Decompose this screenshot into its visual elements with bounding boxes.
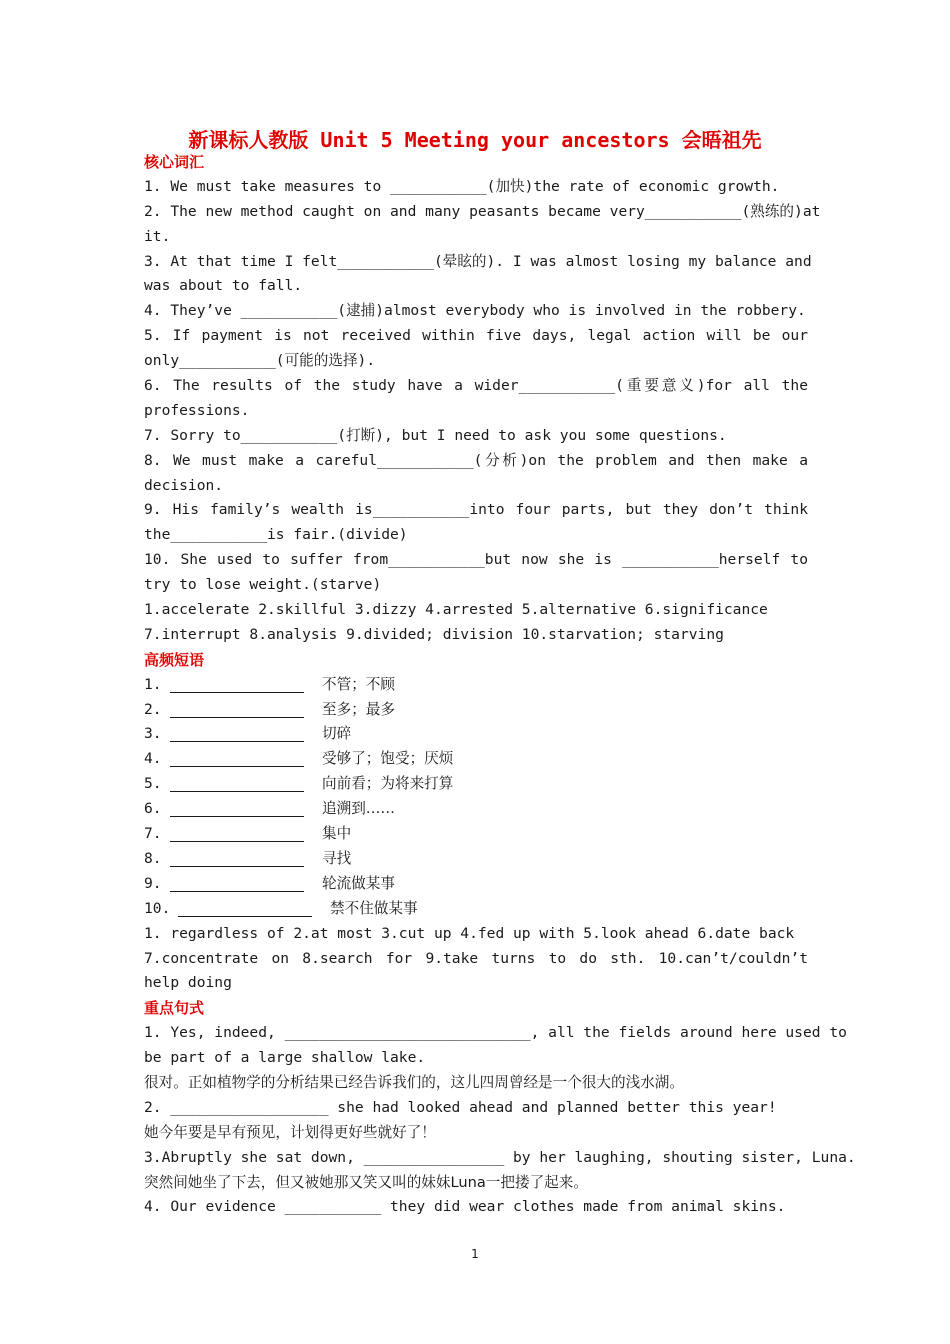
translation-line: 她今年要是早有预见，计划得更好些就好了！	[144, 1123, 436, 1141]
phrase-number: 9.	[144, 874, 162, 892]
text-line: 4. They’ve ___________(逮捕)almost everybody who is involved in the robbery.	[144, 302, 806, 320]
answer-blank[interactable]	[170, 700, 304, 718]
phrase-meaning: 集中	[322, 825, 352, 843]
text-line: 3. At that time I felt___________(晕眩的). I was almost losing my balance and	[144, 252, 812, 270]
answer-blank[interactable]	[170, 824, 304, 842]
answer-line: 7.concentrate on 8.search for 9.take turns to do sth. 10.can’t/couldn’t	[144, 949, 808, 967]
text-line: it.	[144, 227, 171, 245]
answer-blank[interactable]	[170, 874, 304, 892]
text-line: 9. His family’s wealth is___________into four parts, but they don’t think	[144, 501, 808, 519]
answer-blank[interactable]	[170, 774, 304, 792]
section-header-sentences: 重点句式	[144, 999, 205, 1018]
phrase-number: 4.	[144, 750, 162, 768]
text-line: 1. We must take measures to ___________(加快)the rate of economic growth.	[144, 177, 780, 195]
text-line: 7. Sorry to___________(打断), but I need to ask you some questions.	[144, 426, 727, 444]
text-line: 4. Our evidence ___________ they did wear clothes made from animal skins.	[144, 1198, 786, 1216]
translation-line: 突然间她坐了下去，但又被她那又笑又叫的妹妹Luna一把搂了起来。	[144, 1173, 588, 1191]
text-line: 8. We must make a careful___________(分析)on the problem and then make a	[144, 451, 808, 469]
phrase-item	[144, 822, 808, 847]
phrase-meaning: 切碎	[322, 725, 352, 743]
phrase-item	[144, 897, 808, 922]
phrase-number: 1.	[144, 675, 162, 693]
phrase-item	[144, 673, 808, 698]
text-line: 10. She used to suffer from___________but now she is ___________herself to	[144, 551, 808, 569]
phrase-item	[144, 797, 808, 822]
text-line: was about to fall.	[144, 277, 303, 295]
text-line: 2. __________________ she had looked ahead and planned better this year!	[144, 1098, 777, 1116]
phrase-number: 8.	[144, 849, 162, 867]
phrase-meaning: 至多；最多	[322, 700, 395, 718]
page-title: 新课标人教版 Unit 5 Meeting your ancestors 会晤祖先	[188, 128, 762, 152]
answer-line: 7.interrupt 8.analysis 9.divided; division 10.starvation; starving	[144, 625, 724, 643]
answer-blank[interactable]	[170, 724, 304, 742]
phrase-meaning: 向前看；为将来打算	[322, 775, 454, 793]
answer-blank[interactable]	[170, 849, 304, 867]
phrase-meaning: 寻找	[322, 849, 352, 867]
text-line: decision.	[144, 476, 224, 494]
text-line: only___________(可能的选择).	[144, 352, 376, 370]
answer-line: 1. regardless of 2.at most 3.cut up 4.fed up with 5.look ahead 6.date back	[144, 924, 795, 942]
phrase-item	[144, 872, 808, 897]
text-line: 3.Abruptly she sat down, ________________ by her laughing, shouting sister, Luna.	[144, 1148, 856, 1166]
answer-line: help doing	[144, 974, 232, 992]
text-line: professions.	[144, 401, 250, 419]
answer-blank[interactable]	[170, 675, 304, 693]
phrase-number: 3.	[144, 725, 162, 743]
phrase-meaning: 轮流做某事	[322, 874, 395, 892]
phrase-item	[144, 847, 808, 872]
document-body	[144, 150, 856, 1220]
phrase-number: 5.	[144, 775, 162, 793]
translation-line: 很对。正如植物学的分析结果已经告诉我们的，这儿四周曾经是一个很大的浅水湖。	[144, 1073, 684, 1091]
text-line: be part of a large shallow lake.	[144, 1049, 426, 1067]
answer-blank[interactable]	[170, 799, 304, 817]
phrase-number: 7.	[144, 825, 162, 843]
phrase-number: 2.	[144, 700, 162, 718]
phrase-meaning: 不管；不顾	[322, 675, 395, 693]
phrase-meaning: 追溯到……	[322, 800, 395, 818]
section-header-phrases: 高频短语	[144, 650, 205, 669]
text-line: 2. The new method caught on and many peasants became very___________(熟练的)at	[144, 202, 821, 220]
text-line: 1. Yes, indeed, ____________________________, all the fields around here used to	[144, 1024, 847, 1042]
text-line: 6. The results of the study have a wider___________(重要意义)for all the	[144, 377, 808, 395]
phrase-item	[144, 747, 808, 772]
phrase-item	[144, 772, 808, 797]
answer-blank[interactable]	[178, 899, 312, 917]
text-line: 5. If payment is not received within five days, legal action will be our	[144, 327, 808, 345]
phrase-meaning: 禁不住做某事	[330, 899, 418, 917]
page-number: 1	[471, 1247, 479, 1261]
phrase-meaning: 受够了；饱受；厌烦	[322, 750, 454, 768]
phrase-number: 6.	[144, 800, 162, 818]
answer-blank[interactable]	[170, 749, 304, 767]
section-header-vocab: 核心词汇	[144, 153, 205, 171]
phrase-item	[144, 722, 808, 747]
answer-line: 1.accelerate 2.skillful 3.dizzy 4.arrested 5.alternative 6.significance	[144, 601, 768, 619]
phrase-number: 10.	[144, 899, 171, 917]
text-line: try to lose weight.(starve)	[144, 576, 382, 594]
phrase-item	[144, 698, 808, 723]
text-line: the___________is fair.(divide)	[144, 526, 408, 544]
